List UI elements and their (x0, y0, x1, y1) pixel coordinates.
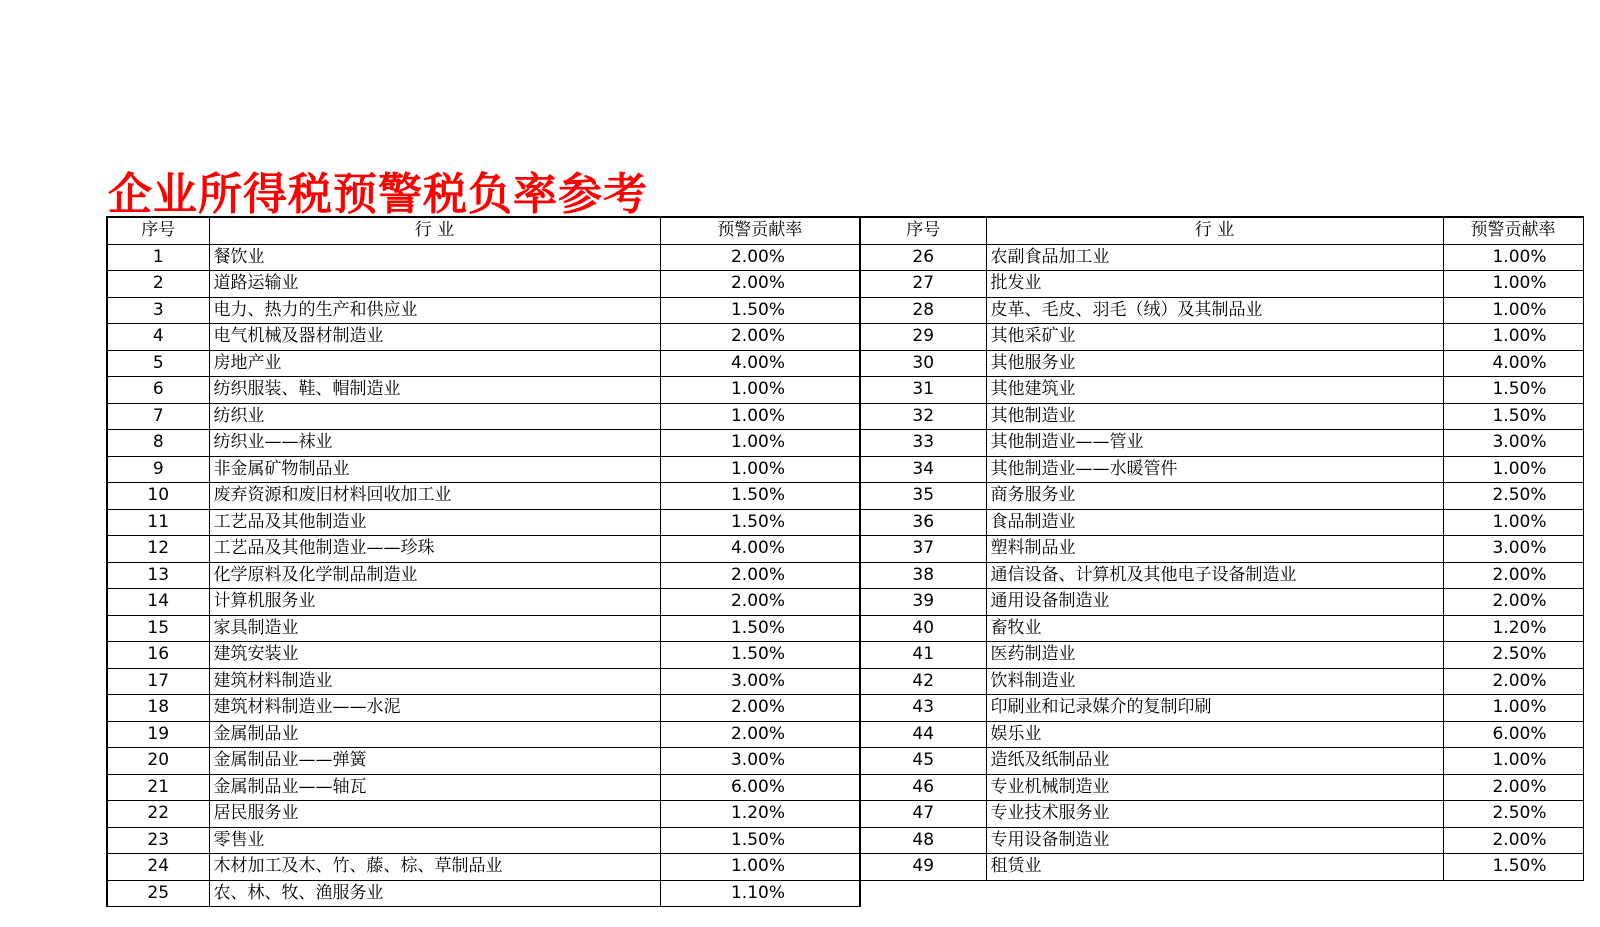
row-number: 4 (107, 324, 209, 351)
row-number: 39 (860, 589, 986, 616)
row-number: 25 (107, 880, 209, 907)
row-number: 41 (860, 642, 986, 669)
warning-rate: 1.00% (1443, 748, 1583, 775)
warning-rate: 2.50% (1443, 642, 1583, 669)
industry-name: 零售业 (209, 827, 660, 854)
table-row (107, 695, 1583, 722)
row-number: 32 (860, 403, 986, 430)
warning-rate: 1.50% (660, 615, 860, 642)
row-number: 33 (860, 430, 986, 457)
page-title: 企业所得税预警税负率参考 (108, 169, 648, 220)
warning-rate: 2.00% (660, 589, 860, 616)
row-number: 8 (107, 430, 209, 457)
header-row (107, 217, 1583, 244)
row-number: 23 (107, 827, 209, 854)
warning-rate: 1.50% (1443, 854, 1583, 881)
warning-rate: 1.50% (1443, 377, 1583, 404)
row-number: 16 (107, 642, 209, 669)
warning-rate: 1.00% (1443, 509, 1583, 536)
table-row (107, 589, 1583, 616)
row-number: 9 (107, 456, 209, 483)
warning-rate: 6.00% (1443, 721, 1583, 748)
warning-rate: 1.50% (660, 509, 860, 536)
row-number: 49 (860, 854, 986, 881)
warning-rate: 1.20% (660, 801, 860, 828)
table-row (107, 350, 1583, 377)
industry-name: 农副食品加工业 (986, 244, 1443, 271)
industry-name: 其他制造业——水暖管件 (986, 456, 1443, 483)
warning-rate: 2.00% (660, 562, 860, 589)
warning-rate: 1.00% (1443, 244, 1583, 271)
warning-rate: 2.00% (660, 695, 860, 722)
table-row (107, 721, 1583, 748)
warning-rate: 4.00% (1443, 350, 1583, 377)
row-number: 30 (860, 350, 986, 377)
industry-name: 计算机服务业 (209, 589, 660, 616)
row-number: 24 (107, 854, 209, 881)
industry-name: 工艺品及其他制造业——珍珠 (209, 536, 660, 563)
warning-rate: 1.50% (1443, 403, 1583, 430)
table-row (107, 483, 1583, 510)
table-row (107, 668, 1583, 695)
row-number: 1 (107, 244, 209, 271)
row-number: 43 (860, 695, 986, 722)
industry-name: 批发业 (986, 271, 1443, 298)
industry-name: 金属制品业——弹簧 (209, 748, 660, 775)
industry-name: 皮革、毛皮、羽毛（绒）及其制品业 (986, 297, 1443, 324)
row-number: 38 (860, 562, 986, 589)
row-number: 21 (107, 774, 209, 801)
row-number: 47 (860, 801, 986, 828)
industry-name: 居民服务业 (209, 801, 660, 828)
warning-rate: 4.00% (660, 536, 860, 563)
industry-name: 其他采矿业 (986, 324, 1443, 351)
warning-rate: 1.00% (660, 456, 860, 483)
industry-name: 金属制品业 (209, 721, 660, 748)
industry-name: 娱乐业 (986, 721, 1443, 748)
warning-rate: 2.50% (1443, 483, 1583, 510)
row-number: 19 (107, 721, 209, 748)
warning-rate: 2.00% (1443, 562, 1583, 589)
industry-name: 通用设备制造业 (986, 589, 1443, 616)
warning-rate: 1.00% (1443, 695, 1583, 722)
row-number: 3 (107, 297, 209, 324)
row-number: 11 (107, 509, 209, 536)
warning-rate: 1.00% (660, 403, 860, 430)
header-no-left: 序号 (107, 217, 209, 244)
industry-name: 建筑材料制造业 (209, 668, 660, 695)
warning-rate: 3.00% (660, 748, 860, 775)
warning-rate: 1.00% (660, 430, 860, 457)
industry-name: 专业机械制造业 (986, 774, 1443, 801)
industry-name: 通信设备、计算机及其他电子设备制造业 (986, 562, 1443, 589)
table-row (107, 801, 1583, 828)
warning-rate: 2.00% (660, 721, 860, 748)
warning-rate: 1.50% (660, 827, 860, 854)
industry-name: 专业技术服务业 (986, 801, 1443, 828)
row-number: 35 (860, 483, 986, 510)
table-row (107, 615, 1583, 642)
industry-name: 其他服务业 (986, 350, 1443, 377)
header-rate-left: 预警贡献率 (660, 217, 860, 244)
warning-rate: 2.00% (660, 324, 860, 351)
table-row (107, 854, 1583, 881)
warning-rate: 1.00% (1443, 297, 1583, 324)
table-row (107, 748, 1583, 775)
row-number: 48 (860, 827, 986, 854)
header-no-right: 序号 (860, 217, 986, 244)
table-row (107, 271, 1583, 298)
industry-name: 电力、热力的生产和供应业 (209, 297, 660, 324)
row-number: 2 (107, 271, 209, 298)
row-number: 36 (860, 509, 986, 536)
row-number: 18 (107, 695, 209, 722)
table-row (107, 536, 1583, 563)
table-row (107, 827, 1583, 854)
row-number: 28 (860, 297, 986, 324)
row-number: 46 (860, 774, 986, 801)
table-row (107, 324, 1583, 351)
warning-rate: 1.00% (1443, 271, 1583, 298)
row-number: 14 (107, 589, 209, 616)
industry-name: 租赁业 (986, 854, 1443, 881)
industry-name: 木材加工及木、竹、藤、棕、草制品业 (209, 854, 660, 881)
warning-rate: 1.50% (660, 297, 860, 324)
warning-rate: 3.00% (1443, 536, 1583, 563)
industry-name: 印刷业和记录媒介的复制印刷 (986, 695, 1443, 722)
header-industry-left: 行 业 (209, 217, 660, 244)
table-row (107, 642, 1583, 669)
warning-rate: 1.00% (660, 377, 860, 404)
row-number: 15 (107, 615, 209, 642)
row-number: 20 (107, 748, 209, 775)
row-number: 12 (107, 536, 209, 563)
row-number: 10 (107, 483, 209, 510)
row-number: 13 (107, 562, 209, 589)
industry-name: 纺织服装、鞋、帽制造业 (209, 377, 660, 404)
table-row (107, 509, 1583, 536)
table-row (107, 377, 1583, 404)
industry-name: 畜牧业 (986, 615, 1443, 642)
industry-name: 食品制造业 (986, 509, 1443, 536)
table-row (107, 880, 1583, 907)
warning-rate: 2.00% (1443, 827, 1583, 854)
row-number: 37 (860, 536, 986, 563)
warning-rate: 2.00% (660, 244, 860, 271)
table-row (107, 430, 1583, 457)
industry-name: 家具制造业 (209, 615, 660, 642)
warning-rate: 4.00% (660, 350, 860, 377)
row-number: 5 (107, 350, 209, 377)
warning-rate: 1.00% (1443, 324, 1583, 351)
industry-name: 废弃资源和废旧材料回收加工业 (209, 483, 660, 510)
warning-rate: 2.50% (1443, 801, 1583, 828)
row-number: 29 (860, 324, 986, 351)
industry-name: 饮料制造业 (986, 668, 1443, 695)
industry-name: 纺织业 (209, 403, 660, 430)
row-number: 17 (107, 668, 209, 695)
row-number: 45 (860, 748, 986, 775)
warning-rate: 1.00% (660, 854, 860, 881)
empty-cell (860, 880, 1583, 907)
row-number: 22 (107, 801, 209, 828)
warning-rate: 3.00% (1443, 430, 1583, 457)
industry-name: 其他制造业——管业 (986, 430, 1443, 457)
row-number: 27 (860, 271, 986, 298)
tax-rate-table (106, 216, 1584, 907)
row-number: 26 (860, 244, 986, 271)
warning-rate: 3.00% (660, 668, 860, 695)
row-number: 44 (860, 721, 986, 748)
industry-name: 塑料制品业 (986, 536, 1443, 563)
warning-rate: 1.20% (1443, 615, 1583, 642)
industry-name: 工艺品及其他制造业 (209, 509, 660, 536)
warning-rate: 1.50% (660, 642, 860, 669)
warning-rate: 2.00% (1443, 589, 1583, 616)
industry-name: 商务服务业 (986, 483, 1443, 510)
industry-name: 化学原料及化学制品制造业 (209, 562, 660, 589)
industry-name: 金属制品业——轴瓦 (209, 774, 660, 801)
row-number: 42 (860, 668, 986, 695)
warning-rate: 6.00% (660, 774, 860, 801)
table-row (107, 403, 1583, 430)
header-rate-right: 预警贡献率 (1443, 217, 1583, 244)
row-number: 31 (860, 377, 986, 404)
row-number: 34 (860, 456, 986, 483)
industry-name: 造纸及纸制品业 (986, 748, 1443, 775)
industry-name: 房地产业 (209, 350, 660, 377)
industry-name: 农、林、牧、渔服务业 (209, 880, 660, 907)
industry-name: 纺织业——袜业 (209, 430, 660, 457)
table-row (107, 456, 1583, 483)
row-number: 7 (107, 403, 209, 430)
table-row (107, 244, 1583, 271)
warning-rate: 1.50% (660, 483, 860, 510)
table-row (107, 562, 1583, 589)
header-industry-right: 行 业 (986, 217, 1443, 244)
warning-rate: 2.00% (660, 271, 860, 298)
industry-name: 非金属矿物制品业 (209, 456, 660, 483)
warning-rate: 1.00% (1443, 456, 1583, 483)
industry-name: 电气机械及器材制造业 (209, 324, 660, 351)
row-number: 6 (107, 377, 209, 404)
industry-name: 医药制造业 (986, 642, 1443, 669)
industry-name: 专用设备制造业 (986, 827, 1443, 854)
industry-name: 餐饮业 (209, 244, 660, 271)
industry-name: 其他制造业 (986, 403, 1443, 430)
warning-rate: 2.00% (1443, 668, 1583, 695)
warning-rate: 2.00% (1443, 774, 1583, 801)
row-number: 40 (860, 615, 986, 642)
industry-name: 建筑材料制造业——水泥 (209, 695, 660, 722)
warning-rate: 1.10% (660, 880, 860, 907)
table-row (107, 297, 1583, 324)
industry-name: 其他建筑业 (986, 377, 1443, 404)
industry-name: 建筑安装业 (209, 642, 660, 669)
industry-name: 道路运输业 (209, 271, 660, 298)
table-row (107, 774, 1583, 801)
